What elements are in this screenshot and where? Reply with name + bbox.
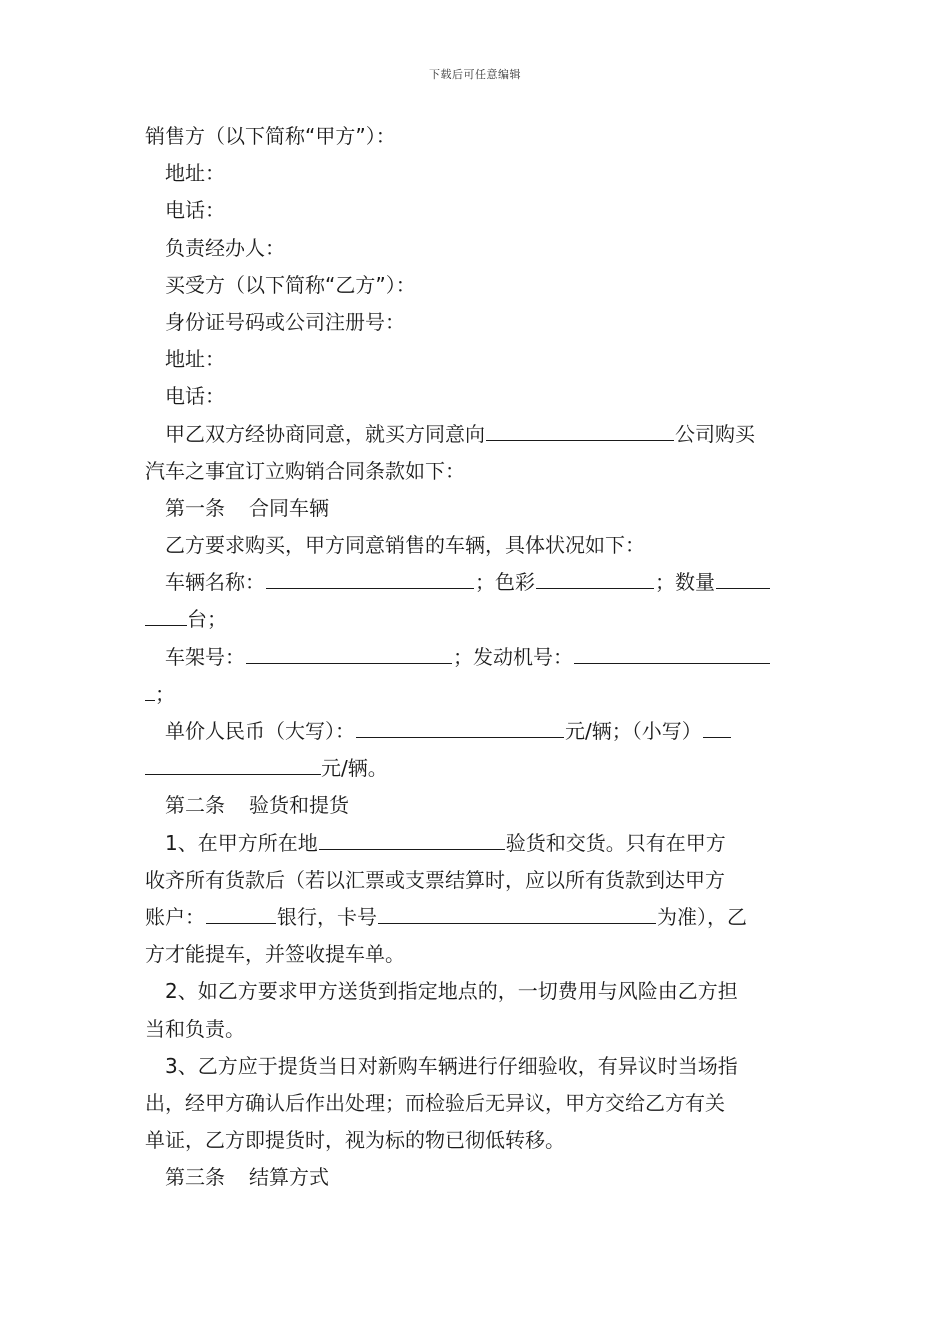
- buyer-address-line: [145, 341, 807, 378]
- clause-1-line-2: [145, 862, 807, 899]
- clause-2-text-a: 2、如乙方要求甲方送货到指定地点的，一切费用与风险由乙方担: [165, 979, 738, 1004]
- clause-1-bank-card-label: 银行，卡号: [277, 904, 377, 929]
- article-1-desc-text: 乙方要求购买，甲方同意销售的车辆，具体状况如下：: [165, 533, 645, 558]
- vehicle-spec-line-2: [145, 601, 807, 638]
- seller-agent-label: 负责经办人：: [165, 235, 285, 260]
- clause-1-line-4: [145, 936, 807, 973]
- intro-text-a: 甲乙双方经协商同意，就买方同意向: [165, 421, 485, 446]
- quantity-label: ；数量: [655, 570, 715, 595]
- seller-phone-line: [145, 192, 807, 229]
- company-name-blank: [486, 417, 674, 441]
- engine-number-blank-a: [574, 640, 770, 664]
- clause-1-line-3: [145, 899, 807, 936]
- article-2-title: 验货和提货: [249, 793, 349, 818]
- color-label: ；色彩: [475, 570, 535, 595]
- buyer-address-label: 地址：: [165, 347, 225, 372]
- seller-phone-label: 电话：: [165, 198, 225, 223]
- frame-number-label: 车架号：: [165, 644, 245, 669]
- seller-agent-line: [145, 230, 807, 267]
- price-line-2: [145, 750, 807, 787]
- price-unit-end: 元/辆。: [321, 756, 388, 781]
- price-unit-lower-label: 元/辆；（小写）: [565, 719, 702, 743]
- frame-engine-line: [145, 639, 807, 676]
- bank-name-blank: [206, 900, 276, 924]
- vehicle-name-label: 车辆名称：: [165, 570, 265, 595]
- engine-semicolon: ；: [155, 681, 175, 706]
- vehicle-spec-line: [145, 564, 807, 601]
- article-3-title: 结算方式: [249, 1165, 329, 1190]
- clause-1-account-label: 账户：: [145, 904, 205, 929]
- clause-2-text-b: 当和负责。: [145, 1016, 245, 1041]
- clause-1-text-b: 验货和交货。只有在甲方: [505, 830, 726, 855]
- price-line: [145, 713, 807, 750]
- engine-number-blank-b: [145, 677, 155, 701]
- article-3-number: 第三条: [165, 1165, 225, 1190]
- buyer-phone-line: [145, 378, 807, 415]
- seller-address-line: [145, 155, 807, 192]
- article-3-heading: [145, 1159, 807, 1196]
- price-lower-blank-b: [145, 751, 321, 775]
- vehicle-name-blank: [266, 565, 474, 589]
- intro-text-c: 汽车之事宜订立购销合同条款如下：: [145, 458, 465, 483]
- clause-1-text-g: 方才能提车，并签收提车单。: [145, 942, 405, 967]
- article-1-heading: [145, 490, 807, 527]
- page-header-note: 下载后可任意编辑: [429, 68, 521, 81]
- clause-2-line-2: [145, 1011, 807, 1048]
- frame-number-blank: [246, 640, 452, 664]
- buyer-phone-label: 电话：: [165, 384, 225, 409]
- frame-engine-line-2: [145, 676, 807, 713]
- delivery-location-blank: [319, 826, 505, 850]
- quantity-unit: 台；: [187, 607, 227, 632]
- clause-3-text-a: 3、乙方应于提货当日对新购车辆进行仔细验收，有异议时当场指: [165, 1053, 738, 1078]
- buyer-heading: [145, 267, 807, 304]
- intro-line-1: [145, 416, 807, 453]
- quantity-blank-a: [716, 565, 770, 589]
- article-2-heading: [145, 787, 807, 824]
- clause-1-line-1: [145, 825, 807, 862]
- intro-line-2: [145, 453, 807, 490]
- price-upper-label: 单价人民币（大写）：: [165, 719, 355, 743]
- article-2-number: 第二条: [165, 793, 225, 818]
- buyer-heading-text: 买受方（以下简称“乙方”）：: [165, 272, 416, 297]
- color-blank: [536, 565, 654, 589]
- quantity-blank-b: [145, 602, 187, 626]
- article-1-number: 第一条: [165, 495, 225, 520]
- card-number-blank: [378, 900, 656, 924]
- seller-heading-text: 销售方（以下简称“甲方”）：: [145, 124, 396, 148]
- contract-body: [145, 118, 807, 1196]
- clause-3-line-1: [145, 1048, 807, 1085]
- seller-address-label: 地址：: [165, 161, 225, 186]
- clause-3-text-c: 单证，乙方即提货时，视为标的物已彻低转移。: [145, 1128, 565, 1153]
- price-upper-blank: [356, 714, 564, 738]
- clause-3-line-3: [145, 1122, 807, 1159]
- clause-1-text-c: 收齐所有货款后（若以汇票或支票结算时，应以所有货款到达甲方: [145, 867, 725, 892]
- clause-3-text-b: 出，经甲方确认后作出处理；而检验后无异议，甲方交给乙方有关: [145, 1090, 725, 1115]
- price-lower-blank-a: [703, 714, 731, 738]
- clause-1-text-a: 1、在甲方所在地: [165, 830, 318, 855]
- intro-text-b: 公司购买: [675, 421, 755, 446]
- article-1-title: 合同车辆: [249, 495, 329, 520]
- clause-2-line-1: [145, 973, 807, 1010]
- clause-3-line-2: [145, 1085, 807, 1122]
- buyer-id-line: [145, 304, 807, 341]
- clause-1-text-f: 为准），乙: [657, 904, 747, 929]
- engine-number-label: ；发动机号：: [453, 644, 573, 669]
- seller-heading: [145, 118, 807, 155]
- article-1-desc: [145, 527, 807, 564]
- buyer-id-label: 身份证号码或公司注册号：: [165, 309, 405, 334]
